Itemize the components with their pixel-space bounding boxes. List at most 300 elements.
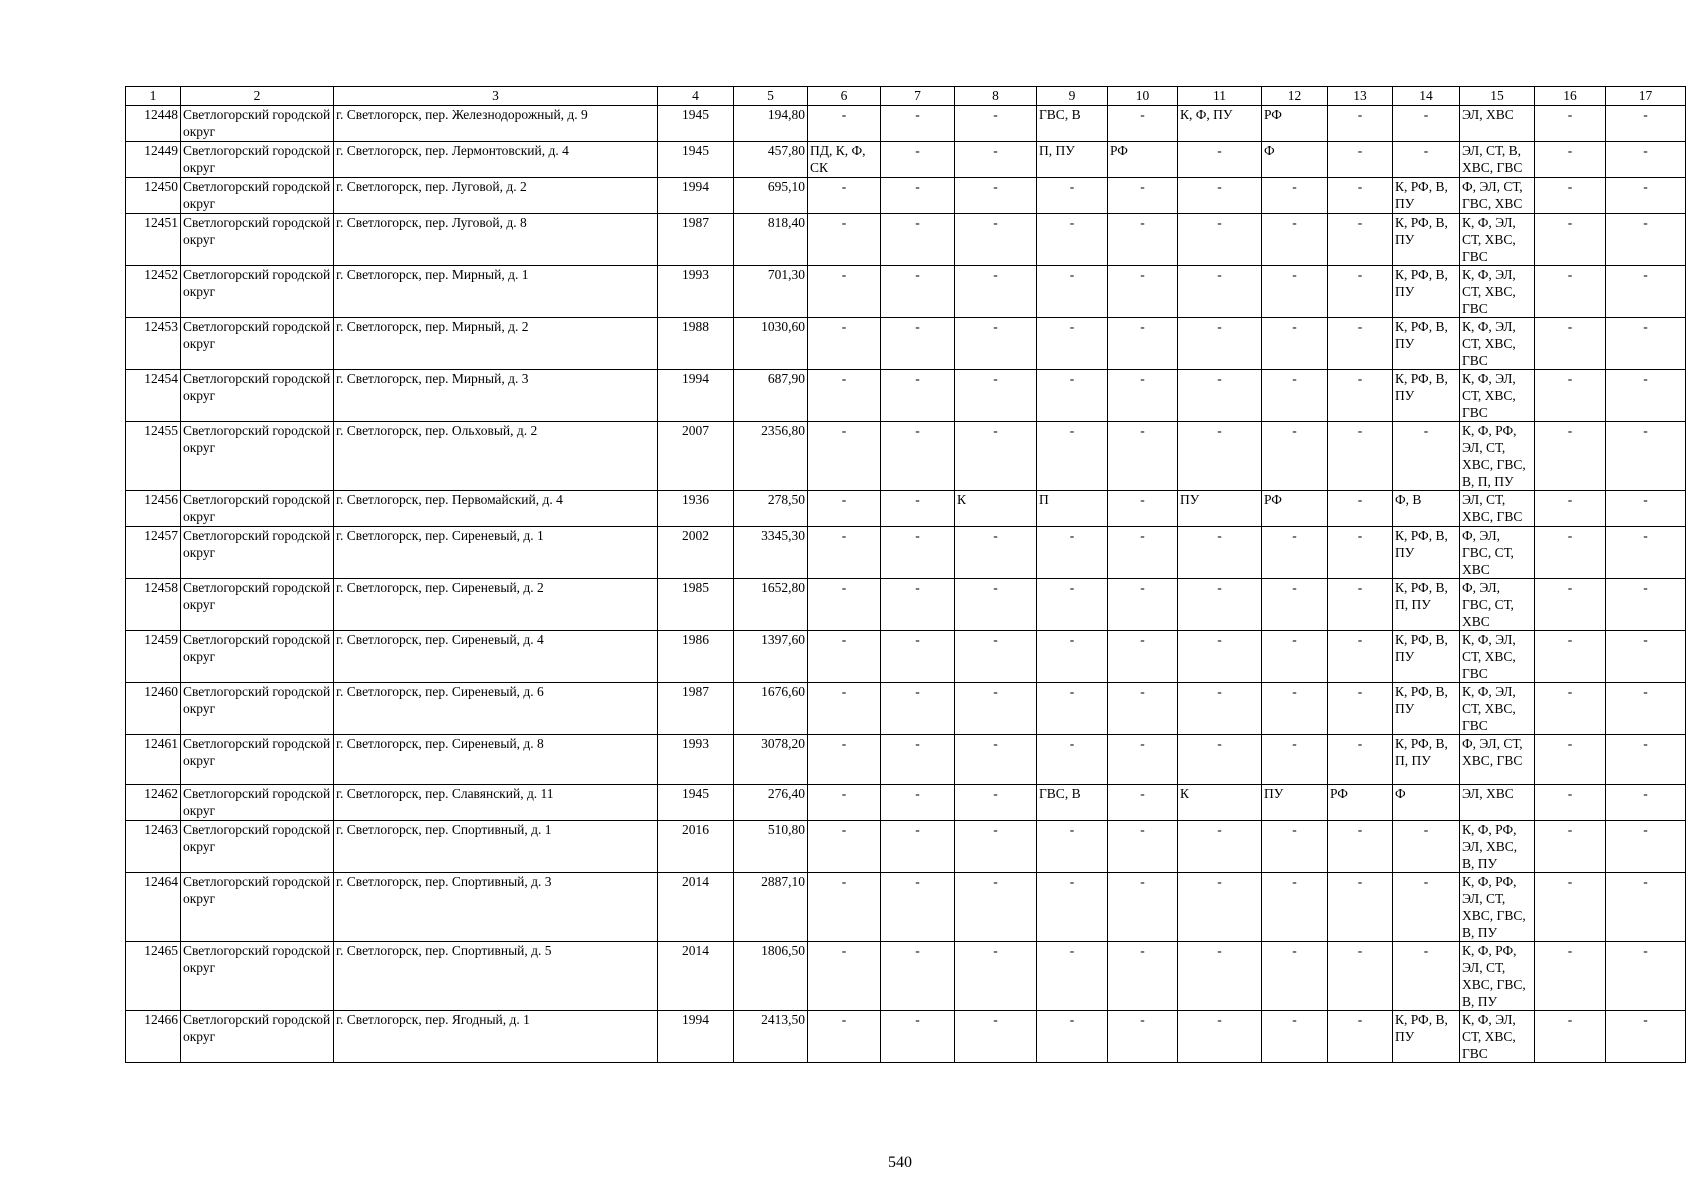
cell-year-built: 1945 bbox=[658, 785, 734, 821]
table-row bbox=[126, 631, 1686, 683]
table-row bbox=[126, 214, 1686, 266]
cell-year-built: 1945 bbox=[658, 142, 734, 178]
cell-address: г. Светлогорск, пер. Ягодный, д. 1 bbox=[334, 1011, 658, 1063]
cell-col-14: - bbox=[1393, 873, 1460, 942]
table-row bbox=[126, 821, 1686, 873]
cell-col-8: - bbox=[955, 631, 1037, 683]
cell-col-12: - bbox=[1262, 735, 1328, 785]
cell-col-8: - bbox=[955, 106, 1037, 142]
cell-col-14: К, РФ, В, ПУ bbox=[1393, 683, 1460, 735]
cell-col-14: К, РФ, В, П, ПУ bbox=[1393, 735, 1460, 785]
cell-col-15: К, Ф, ЭЛ, СТ, ХВС, ГВС bbox=[1460, 631, 1535, 683]
cell-col-15: Ф, ЭЛ, ГВС, СТ, ХВС bbox=[1460, 579, 1535, 631]
cell-col-13: РФ bbox=[1328, 785, 1393, 821]
cell-col-11: - bbox=[1178, 422, 1262, 491]
cell-row-id: 12459 bbox=[126, 631, 181, 683]
table-row bbox=[126, 142, 1686, 178]
cell-col-16: - bbox=[1535, 579, 1606, 631]
register-table bbox=[125, 86, 1686, 1063]
cell-address: г. Светлогорск, пер. Спортивный, д. 5 bbox=[334, 942, 658, 1011]
cell-area: 701,30 bbox=[734, 266, 808, 318]
cell-row-id: 12458 bbox=[126, 579, 181, 631]
cell-col-12: - bbox=[1262, 942, 1328, 1011]
cell-row-id: 12466 bbox=[126, 1011, 181, 1063]
cell-col-17: - bbox=[1606, 491, 1686, 527]
cell-col-9: - bbox=[1037, 1011, 1108, 1063]
cell-col-13: - bbox=[1328, 631, 1393, 683]
column-header-6: 6 bbox=[808, 87, 881, 106]
cell-row-id: 12454 bbox=[126, 370, 181, 422]
cell-col-8: - bbox=[955, 318, 1037, 370]
cell-col-17: - bbox=[1606, 579, 1686, 631]
cell-col-13: - bbox=[1328, 266, 1393, 318]
cell-col-13: - bbox=[1328, 579, 1393, 631]
cell-area: 194,80 bbox=[734, 106, 808, 142]
cell-address: г. Светлогорск, пер. Сиреневый, д. 4 bbox=[334, 631, 658, 683]
cell-col-9: - bbox=[1037, 579, 1108, 631]
cell-col-15: К, Ф, РФ, ЭЛ, СТ, ХВС, ГВС, В, П, ПУ bbox=[1460, 422, 1535, 491]
cell-col-12: - bbox=[1262, 683, 1328, 735]
cell-municipality: Светлогорский городской округ bbox=[181, 527, 334, 579]
cell-col-15: К, Ф, ЭЛ, СТ, ХВС, ГВС bbox=[1460, 683, 1535, 735]
cell-col-10: - bbox=[1108, 214, 1178, 266]
cell-col-11: - bbox=[1178, 370, 1262, 422]
cell-col-16: - bbox=[1535, 735, 1606, 785]
table-row bbox=[126, 1011, 1686, 1063]
cell-col-15: К, Ф, ЭЛ, СТ, ХВС, ГВС bbox=[1460, 214, 1535, 266]
cell-address: г. Светлогорск, пер. Мирный, д. 1 bbox=[334, 266, 658, 318]
cell-address: г. Светлогорск, пер. Сиреневый, д. 8 bbox=[334, 735, 658, 785]
cell-row-id: 12448 bbox=[126, 106, 181, 142]
cell-col-15: Ф, ЭЛ, СТ, ГВС, ХВС bbox=[1460, 178, 1535, 214]
column-header-1: 1 bbox=[126, 87, 181, 106]
cell-col-11: - bbox=[1178, 821, 1262, 873]
cell-area: 276,40 bbox=[734, 785, 808, 821]
cell-municipality: Светлогорский городской округ bbox=[181, 735, 334, 785]
cell-area: 2356,80 bbox=[734, 422, 808, 491]
cell-municipality: Светлогорский городской округ bbox=[181, 106, 334, 142]
cell-row-id: 12462 bbox=[126, 785, 181, 821]
cell-col-16: - bbox=[1535, 821, 1606, 873]
cell-col-9: - bbox=[1037, 942, 1108, 1011]
cell-col-17: - bbox=[1606, 683, 1686, 735]
cell-col-7: - bbox=[881, 821, 955, 873]
cell-col-16: - bbox=[1535, 527, 1606, 579]
cell-col-6: - bbox=[808, 1011, 881, 1063]
cell-address: г. Светлогорск, пер. Мирный, д. 2 bbox=[334, 318, 658, 370]
cell-row-id: 12464 bbox=[126, 873, 181, 942]
column-header-10: 10 bbox=[1108, 87, 1178, 106]
column-header-8: 8 bbox=[955, 87, 1037, 106]
cell-col-7: - bbox=[881, 579, 955, 631]
cell-col-17: - bbox=[1606, 631, 1686, 683]
cell-row-id: 12461 bbox=[126, 735, 181, 785]
table-row bbox=[126, 266, 1686, 318]
cell-col-14: - bbox=[1393, 821, 1460, 873]
cell-area: 278,50 bbox=[734, 491, 808, 527]
cell-col-13: - bbox=[1328, 491, 1393, 527]
cell-col-12: - bbox=[1262, 178, 1328, 214]
cell-area: 3078,20 bbox=[734, 735, 808, 785]
cell-year-built: 1993 bbox=[658, 735, 734, 785]
cell-address: г. Светлогорск, пер. Сиреневый, д. 1 bbox=[334, 527, 658, 579]
column-header-3: 3 bbox=[334, 87, 658, 106]
cell-col-10: - bbox=[1108, 631, 1178, 683]
cell-col-7: - bbox=[881, 318, 955, 370]
cell-col-9: - bbox=[1037, 683, 1108, 735]
cell-col-15: К, Ф, ЭЛ, СТ, ХВС, ГВС bbox=[1460, 1011, 1535, 1063]
cell-col-7: - bbox=[881, 873, 955, 942]
cell-col-8: - bbox=[955, 178, 1037, 214]
cell-col-9: - bbox=[1037, 318, 1108, 370]
cell-col-11: - bbox=[1178, 142, 1262, 178]
cell-address: г. Светлогорск, пер. Ольховый, д. 2 bbox=[334, 422, 658, 491]
cell-col-11: - bbox=[1178, 683, 1262, 735]
cell-col-7: - bbox=[881, 1011, 955, 1063]
cell-col-10: - bbox=[1108, 266, 1178, 318]
cell-municipality: Светлогорский городской округ bbox=[181, 579, 334, 631]
cell-col-16: - bbox=[1535, 106, 1606, 142]
cell-col-11: - bbox=[1178, 873, 1262, 942]
cell-col-15: К, Ф, ЭЛ, СТ, ХВС, ГВС bbox=[1460, 370, 1535, 422]
cell-col-9: - bbox=[1037, 873, 1108, 942]
cell-col-14: - bbox=[1393, 106, 1460, 142]
cell-col-8: - bbox=[955, 821, 1037, 873]
cell-year-built: 1987 bbox=[658, 214, 734, 266]
cell-col-13: - bbox=[1328, 735, 1393, 785]
cell-municipality: Светлогорский городской округ bbox=[181, 318, 334, 370]
cell-col-13: - bbox=[1328, 873, 1393, 942]
cell-col-12: - bbox=[1262, 266, 1328, 318]
cell-row-id: 12465 bbox=[126, 942, 181, 1011]
cell-col-15: Ф, ЭЛ, ГВС, СТ, ХВС bbox=[1460, 527, 1535, 579]
cell-col-6: - bbox=[808, 422, 881, 491]
cell-address: г. Светлогорск, пер. Спортивный, д. 3 bbox=[334, 873, 658, 942]
cell-col-8: - bbox=[955, 873, 1037, 942]
cell-col-12: - bbox=[1262, 579, 1328, 631]
cell-col-8: - bbox=[955, 735, 1037, 785]
cell-col-7: - bbox=[881, 266, 955, 318]
cell-col-12: Ф bbox=[1262, 142, 1328, 178]
cell-col-12: - bbox=[1262, 527, 1328, 579]
cell-col-16: - bbox=[1535, 491, 1606, 527]
cell-col-13: - bbox=[1328, 370, 1393, 422]
cell-row-id: 12453 bbox=[126, 318, 181, 370]
cell-col-9: П bbox=[1037, 491, 1108, 527]
cell-municipality: Светлогорский городской округ bbox=[181, 683, 334, 735]
cell-col-11: - bbox=[1178, 214, 1262, 266]
cell-year-built: 1994 bbox=[658, 370, 734, 422]
cell-col-6: - bbox=[808, 266, 881, 318]
cell-address: г. Светлогорск, пер. Лермонтовский, д. 4 bbox=[334, 142, 658, 178]
cell-col-13: - bbox=[1328, 1011, 1393, 1063]
cell-col-14: К, РФ, В, ПУ bbox=[1393, 178, 1460, 214]
cell-col-9: - bbox=[1037, 178, 1108, 214]
cell-row-id: 12460 bbox=[126, 683, 181, 735]
cell-col-11: - bbox=[1178, 266, 1262, 318]
cell-col-6: - bbox=[808, 178, 881, 214]
cell-col-9: - bbox=[1037, 370, 1108, 422]
cell-year-built: 1994 bbox=[658, 1011, 734, 1063]
cell-col-7: - bbox=[881, 735, 955, 785]
cell-area: 695,10 bbox=[734, 178, 808, 214]
cell-col-8: - bbox=[955, 370, 1037, 422]
cell-col-15: К, Ф, ЭЛ, СТ, ХВС, ГВС bbox=[1460, 266, 1535, 318]
column-header-4: 4 bbox=[658, 87, 734, 106]
cell-col-14: - bbox=[1393, 422, 1460, 491]
cell-col-8: - bbox=[955, 785, 1037, 821]
column-header-12: 12 bbox=[1262, 87, 1328, 106]
cell-col-11: - bbox=[1178, 1011, 1262, 1063]
column-header-17: 17 bbox=[1606, 87, 1686, 106]
cell-address: г. Светлогорск, пер. Луговой, д. 8 bbox=[334, 214, 658, 266]
cell-col-12: ПУ bbox=[1262, 785, 1328, 821]
cell-address: г. Светлогорск, пер. Сиреневый, д. 6 bbox=[334, 683, 658, 735]
cell-col-15: ЭЛ, СТ, ХВС, ГВС bbox=[1460, 491, 1535, 527]
cell-municipality: Светлогорский городской округ bbox=[181, 178, 334, 214]
table-row bbox=[126, 422, 1686, 491]
cell-col-10: - bbox=[1108, 683, 1178, 735]
cell-col-15: К, Ф, ЭЛ, СТ, ХВС, ГВС bbox=[1460, 318, 1535, 370]
cell-col-13: - bbox=[1328, 527, 1393, 579]
cell-col-7: - bbox=[881, 422, 955, 491]
cell-municipality: Светлогорский городской округ bbox=[181, 631, 334, 683]
cell-address: г. Светлогорск, пер. Сиреневый, д. 2 bbox=[334, 579, 658, 631]
table-row bbox=[126, 106, 1686, 142]
cell-col-11: - bbox=[1178, 631, 1262, 683]
cell-col-6: - bbox=[808, 318, 881, 370]
table-body bbox=[126, 106, 1686, 1063]
cell-area: 1652,80 bbox=[734, 579, 808, 631]
cell-col-9: - bbox=[1037, 214, 1108, 266]
cell-col-16: - bbox=[1535, 178, 1606, 214]
cell-col-17: - bbox=[1606, 318, 1686, 370]
cell-municipality: Светлогорский городской округ bbox=[181, 491, 334, 527]
column-header-14: 14 bbox=[1393, 87, 1460, 106]
cell-col-16: - bbox=[1535, 873, 1606, 942]
cell-col-7: - bbox=[881, 527, 955, 579]
cell-col-15: ЭЛ, ХВС bbox=[1460, 785, 1535, 821]
cell-col-6: - bbox=[808, 214, 881, 266]
cell-col-9: ГВС, В bbox=[1037, 785, 1108, 821]
cell-col-11: - bbox=[1178, 318, 1262, 370]
cell-year-built: 1936 bbox=[658, 491, 734, 527]
cell-col-15: ЭЛ, ХВС bbox=[1460, 106, 1535, 142]
cell-col-6: - bbox=[808, 631, 881, 683]
table-row bbox=[126, 873, 1686, 942]
cell-col-6: - bbox=[808, 735, 881, 785]
cell-col-13: - bbox=[1328, 214, 1393, 266]
cell-year-built: 2016 bbox=[658, 821, 734, 873]
cell-col-10: РФ bbox=[1108, 142, 1178, 178]
cell-address: г. Светлогорск, пер. Мирный, д. 3 bbox=[334, 370, 658, 422]
cell-col-12: - bbox=[1262, 821, 1328, 873]
column-header-16: 16 bbox=[1535, 87, 1606, 106]
cell-col-17: - bbox=[1606, 942, 1686, 1011]
cell-area: 1030,60 bbox=[734, 318, 808, 370]
cell-col-8: - bbox=[955, 942, 1037, 1011]
cell-municipality: Светлогорский городской округ bbox=[181, 214, 334, 266]
cell-col-12: - bbox=[1262, 1011, 1328, 1063]
cell-col-11: - bbox=[1178, 579, 1262, 631]
cell-col-15: К, Ф, РФ, ЭЛ, СТ, ХВС, ГВС, В, ПУ bbox=[1460, 873, 1535, 942]
cell-address: г. Светлогорск, пер. Луговой, д. 2 bbox=[334, 178, 658, 214]
cell-col-14: К, РФ, В, ПУ bbox=[1393, 631, 1460, 683]
cell-area: 3345,30 bbox=[734, 527, 808, 579]
cell-col-6: - bbox=[808, 106, 881, 142]
cell-col-10: - bbox=[1108, 1011, 1178, 1063]
cell-row-id: 12450 bbox=[126, 178, 181, 214]
cell-col-17: - bbox=[1606, 1011, 1686, 1063]
cell-col-12: - bbox=[1262, 318, 1328, 370]
cell-col-10: - bbox=[1108, 106, 1178, 142]
cell-row-id: 12456 bbox=[126, 491, 181, 527]
cell-col-8: - bbox=[955, 142, 1037, 178]
cell-col-10: - bbox=[1108, 785, 1178, 821]
table-header bbox=[126, 87, 1686, 106]
cell-col-8: К bbox=[955, 491, 1037, 527]
cell-col-13: - bbox=[1328, 318, 1393, 370]
cell-col-11: - bbox=[1178, 527, 1262, 579]
cell-col-7: - bbox=[881, 142, 955, 178]
column-header-15: 15 bbox=[1460, 87, 1535, 106]
table-row bbox=[126, 579, 1686, 631]
cell-row-id: 12463 bbox=[126, 821, 181, 873]
cell-col-6: - bbox=[808, 785, 881, 821]
cell-year-built: 1986 bbox=[658, 631, 734, 683]
cell-col-10: - bbox=[1108, 821, 1178, 873]
cell-col-8: - bbox=[955, 422, 1037, 491]
column-header-2: 2 bbox=[181, 87, 334, 106]
cell-col-16: - bbox=[1535, 683, 1606, 735]
cell-col-17: - bbox=[1606, 370, 1686, 422]
cell-col-10: - bbox=[1108, 527, 1178, 579]
cell-col-8: - bbox=[955, 214, 1037, 266]
cell-col-9: ГВС, В bbox=[1037, 106, 1108, 142]
cell-col-10: - bbox=[1108, 579, 1178, 631]
cell-year-built: 1945 bbox=[658, 106, 734, 142]
cell-address: г. Светлогорск, пер. Первомайский, д. 4 bbox=[334, 491, 658, 527]
cell-col-7: - bbox=[881, 785, 955, 821]
cell-col-12: РФ bbox=[1262, 106, 1328, 142]
cell-col-10: - bbox=[1108, 491, 1178, 527]
table-row bbox=[126, 527, 1686, 579]
cell-col-17: - bbox=[1606, 422, 1686, 491]
cell-year-built: 1988 bbox=[658, 318, 734, 370]
cell-col-7: - bbox=[881, 683, 955, 735]
cell-col-6: ПД, К, Ф, СК bbox=[808, 142, 881, 178]
cell-col-10: - bbox=[1108, 735, 1178, 785]
cell-col-6: - bbox=[808, 579, 881, 631]
cell-col-11: К bbox=[1178, 785, 1262, 821]
cell-col-14: - bbox=[1393, 142, 1460, 178]
cell-col-12: РФ bbox=[1262, 491, 1328, 527]
cell-col-12: - bbox=[1262, 631, 1328, 683]
cell-col-7: - bbox=[881, 370, 955, 422]
cell-col-9: - bbox=[1037, 422, 1108, 491]
cell-col-7: - bbox=[881, 491, 955, 527]
cell-col-8: - bbox=[955, 579, 1037, 631]
cell-col-13: - bbox=[1328, 106, 1393, 142]
column-header-5: 5 bbox=[734, 87, 808, 106]
cell-col-17: - bbox=[1606, 873, 1686, 942]
cell-col-16: - bbox=[1535, 318, 1606, 370]
cell-municipality: Светлогорский городской округ bbox=[181, 266, 334, 318]
cell-year-built: 1985 bbox=[658, 579, 734, 631]
cell-col-8: - bbox=[955, 527, 1037, 579]
cell-col-16: - bbox=[1535, 785, 1606, 821]
cell-col-16: - bbox=[1535, 942, 1606, 1011]
cell-col-16: - bbox=[1535, 631, 1606, 683]
cell-col-13: - bbox=[1328, 178, 1393, 214]
cell-col-12: - bbox=[1262, 422, 1328, 491]
cell-col-17: - bbox=[1606, 735, 1686, 785]
cell-col-7: - bbox=[881, 631, 955, 683]
cell-address: г. Светлогорск, пер. Спортивный, д. 1 bbox=[334, 821, 658, 873]
cell-col-8: - bbox=[955, 1011, 1037, 1063]
cell-col-11: - bbox=[1178, 735, 1262, 785]
cell-col-8: - bbox=[955, 683, 1037, 735]
cell-col-14: К, РФ, В, ПУ bbox=[1393, 214, 1460, 266]
cell-col-12: - bbox=[1262, 214, 1328, 266]
cell-area: 457,80 bbox=[734, 142, 808, 178]
cell-col-14: К, РФ, В, ПУ bbox=[1393, 527, 1460, 579]
cell-col-6: - bbox=[808, 873, 881, 942]
cell-col-12: - bbox=[1262, 370, 1328, 422]
cell-area: 1676,60 bbox=[734, 683, 808, 735]
cell-col-15: Ф, ЭЛ, СТ, ХВС, ГВС bbox=[1460, 735, 1535, 785]
cell-address: г. Светлогорск, пер. Славянский, д. 11 bbox=[334, 785, 658, 821]
cell-col-6: - bbox=[808, 942, 881, 1011]
cell-municipality: Светлогорский городской округ bbox=[181, 873, 334, 942]
cell-col-16: - bbox=[1535, 370, 1606, 422]
cell-col-9: - bbox=[1037, 631, 1108, 683]
cell-year-built: 1994 bbox=[658, 178, 734, 214]
cell-col-15: ЭЛ, СТ, В, ХВС, ГВС bbox=[1460, 142, 1535, 178]
cell-col-14: К, РФ, В, ПУ bbox=[1393, 266, 1460, 318]
page-number: 540 bbox=[888, 1154, 912, 1171]
cell-col-10: - bbox=[1108, 873, 1178, 942]
column-header-7: 7 bbox=[881, 87, 955, 106]
cell-municipality: Светлогорский городской округ bbox=[181, 370, 334, 422]
cell-year-built: 2002 bbox=[658, 527, 734, 579]
cell-col-6: - bbox=[808, 527, 881, 579]
cell-col-11: К, Ф, ПУ bbox=[1178, 106, 1262, 142]
column-header-9: 9 bbox=[1037, 87, 1108, 106]
cell-col-6: - bbox=[808, 821, 881, 873]
cell-col-10: - bbox=[1108, 178, 1178, 214]
table-row bbox=[126, 785, 1686, 821]
cell-col-14: К, РФ, В, ПУ bbox=[1393, 318, 1460, 370]
cell-col-11: ПУ bbox=[1178, 491, 1262, 527]
cell-municipality: Светлогорский городской округ bbox=[181, 142, 334, 178]
cell-year-built: 2014 bbox=[658, 873, 734, 942]
cell-col-17: - bbox=[1606, 266, 1686, 318]
cell-col-16: - bbox=[1535, 422, 1606, 491]
cell-col-6: - bbox=[808, 370, 881, 422]
cell-municipality: Светлогорский городской округ bbox=[181, 942, 334, 1011]
header-row bbox=[126, 87, 1686, 106]
column-header-13: 13 bbox=[1328, 87, 1393, 106]
cell-col-16: - bbox=[1535, 1011, 1606, 1063]
cell-area: 2887,10 bbox=[734, 873, 808, 942]
cell-col-13: - bbox=[1328, 683, 1393, 735]
cell-col-11: - bbox=[1178, 942, 1262, 1011]
cell-col-16: - bbox=[1535, 142, 1606, 178]
cell-row-id: 12449 bbox=[126, 142, 181, 178]
table-row bbox=[126, 683, 1686, 735]
cell-col-7: - bbox=[881, 106, 955, 142]
